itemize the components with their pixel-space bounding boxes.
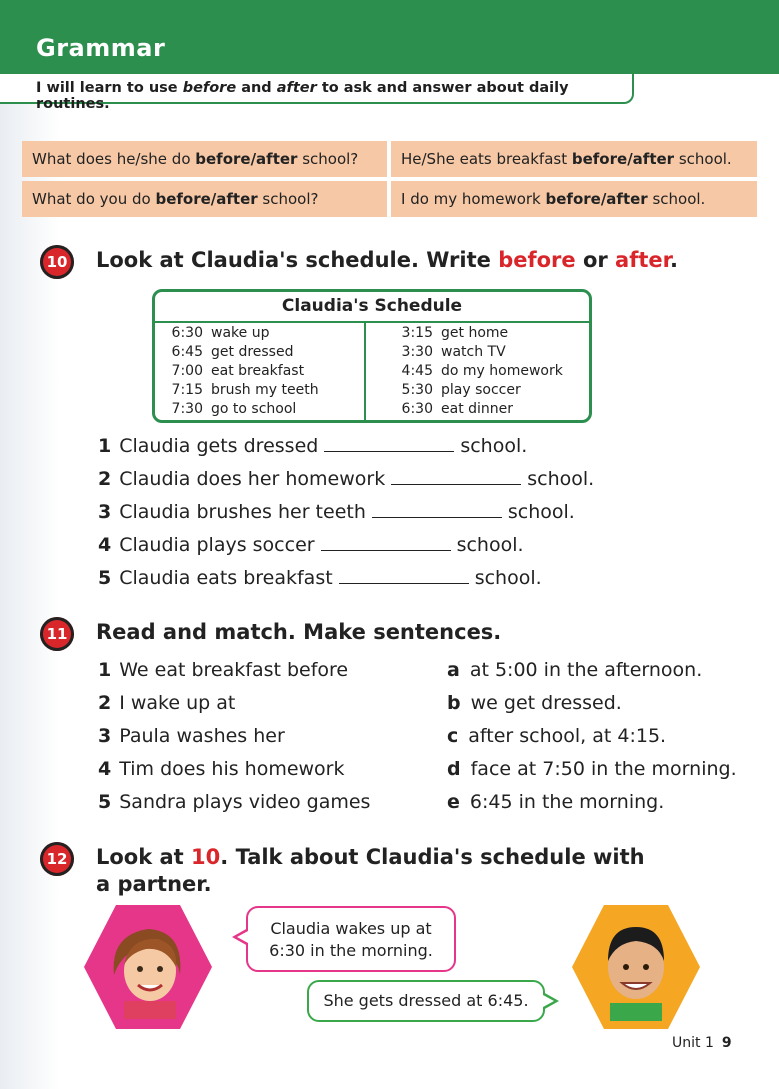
exercise-number-12: 12 <box>40 842 74 876</box>
match-right-item: e 6:45 in the morning. <box>447 791 665 813</box>
schedule-row: 5:30 play soccer <box>401 382 521 398</box>
question-item: 2 Claudia does her homework school. <box>98 468 595 490</box>
match-right-item: a at 5:00 in the afternoon. <box>447 659 703 681</box>
exercise-12-heading: Look at 10. Talk about Claudia's schedule with <box>96 845 645 869</box>
grammar-cell-answer-i: I do my homework before/after school. <box>391 181 757 217</box>
question-item: 3 Claudia brushes her teeth school. <box>98 501 575 523</box>
question-item: 1 Claudia gets dressed school. <box>98 435 528 457</box>
schedule-row: 7:00 eat breakfast <box>171 363 305 379</box>
learning-goal-box <box>0 74 634 112</box>
schedule-divider <box>155 321 589 323</box>
speech-bubble-boy: She gets dressed at 6:45. <box>307 980 545 1022</box>
answer-blank[interactable] <box>372 503 502 518</box>
grammar-cell-question-he-she: What does he/she do before/after school? <box>22 141 387 177</box>
bubble-text-line: 6:30 in the morning. <box>269 941 433 960</box>
schedule-row: 6:45 get dressed <box>171 344 294 360</box>
match-left-item: 4 Tim does his homework <box>98 758 345 780</box>
grammar-cell-question-you: What do you do before/after school? <box>22 181 387 217</box>
match-left-item: 3 Paula washes her <box>98 725 285 747</box>
schedule-row: 7:30 go to school <box>171 401 297 417</box>
schedule-title: Claudia's Schedule <box>281 296 463 316</box>
schedule-row: 6:30 wake up <box>171 325 270 341</box>
answer-blank[interactable] <box>339 569 469 584</box>
schedule-box <box>152 289 592 423</box>
answer-blank[interactable] <box>321 536 451 551</box>
speech-bubble-girl <box>246 906 456 972</box>
match-right-item: d face at 7:50 in the morning. <box>447 758 737 780</box>
question-item: 4 Claudia plays soccer school. <box>98 534 524 556</box>
answer-blank[interactable] <box>324 437 454 452</box>
boy-illustration <box>588 913 684 1021</box>
exercise-11-heading: Read and match. Make sentences. <box>96 620 502 644</box>
exercise-12-heading-line2: a partner. <box>96 872 212 896</box>
schedule-row: 6:30 eat dinner <box>401 401 514 417</box>
match-left-item: 1 We eat breakfast before <box>98 659 349 681</box>
section-title: Grammar <box>36 34 166 62</box>
grammar-cell-answer-he-she: He/She eats breakfast before/after school. <box>391 141 757 177</box>
grammar-table <box>22 141 757 219</box>
schedule-row: 3:30 watch TV <box>401 344 506 360</box>
exercise-number-10: 10 <box>40 245 74 279</box>
header-banner <box>0 0 779 74</box>
match-right-item: c after school, at 4:15. <box>447 725 667 747</box>
exercise-10-heading: Look at Claudia's schedule. Write before or after. <box>96 248 678 272</box>
schedule-row: 4:45 do my homework <box>401 363 563 379</box>
speech-bubble-tail-inner <box>543 995 554 1007</box>
schedule-row: 7:15 brush my teeth <box>171 382 319 398</box>
match-right-item: b we get dressed. <box>447 692 622 714</box>
learning-goal: I will learn to use before and after to ask and answer about daily routines. <box>36 80 569 112</box>
page-footer: Unit 1 9 <box>672 1035 732 1051</box>
exercise-number-11: 11 <box>40 617 74 651</box>
schedule-row: 3:15 get home <box>401 325 509 341</box>
question-item: 5 Claudia eats breakfast school. <box>98 567 542 589</box>
match-left-item: 5 Sandra plays video games <box>98 791 371 813</box>
speech-bubble-tail-inner <box>237 931 248 943</box>
bubble-text-line: Claudia wakes up at <box>270 919 432 938</box>
girl-illustration <box>100 915 196 1019</box>
answer-blank[interactable] <box>391 470 521 485</box>
schedule-column-divider <box>364 323 366 420</box>
match-left-item: 2 I wake up at <box>98 692 236 714</box>
